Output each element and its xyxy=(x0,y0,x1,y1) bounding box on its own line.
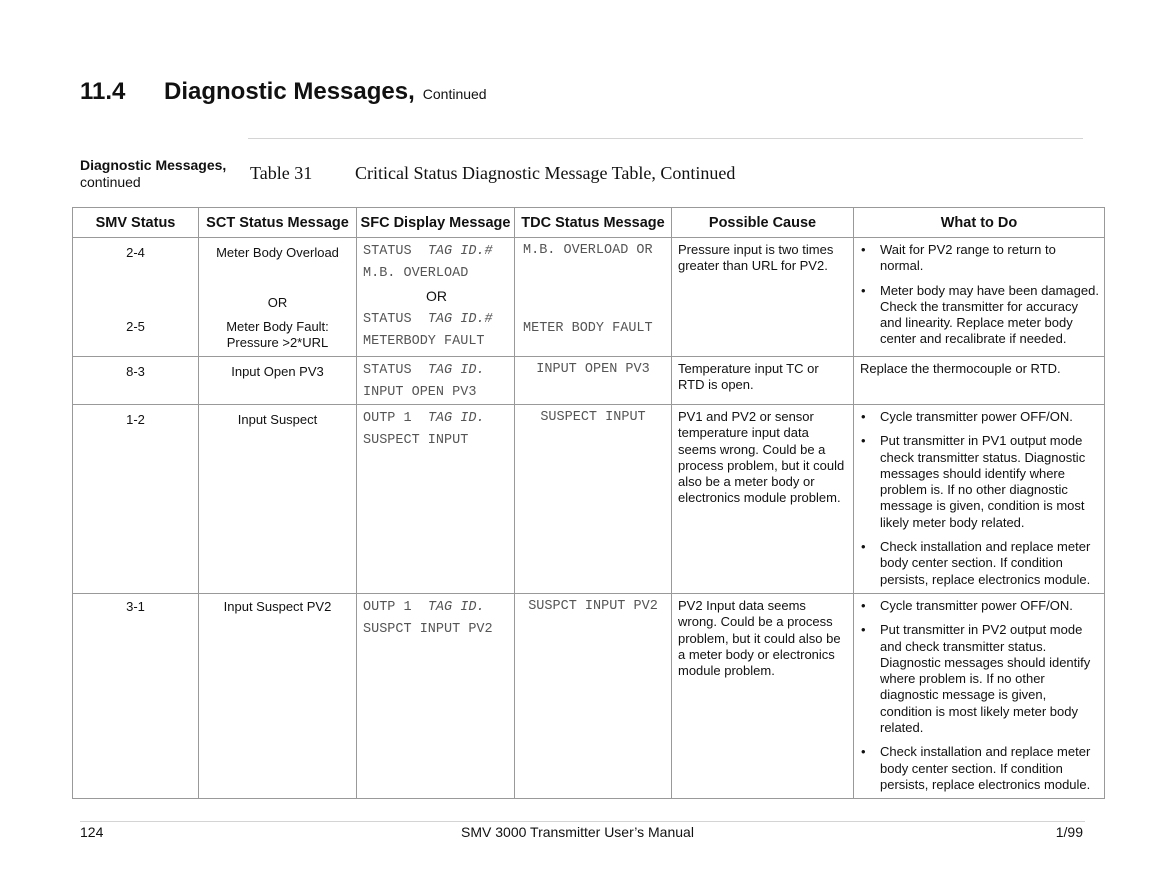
tdc-status-cell: INPUT OPEN PV3 xyxy=(515,357,672,405)
or-separator: OR xyxy=(267,295,288,310)
what-to-do-cell xyxy=(854,594,1105,799)
sfc-display-value: SUSPCT INPUT PV2 xyxy=(363,622,493,637)
todo-item: • Put transmitter in PV1 output mode check transmitter status. Diagnostic messages should identify where problem is. If no other diagnostic message is given, condition is most likely meter body related. xyxy=(856,433,1100,531)
tdc-status-value: METER BODY FAULT xyxy=(523,321,653,336)
table-row xyxy=(73,238,1105,357)
what-to-do-cell xyxy=(854,405,1105,594)
header-what-to-do: What to Do xyxy=(854,208,1105,238)
table-row xyxy=(73,405,1105,594)
sfc-display-value: SUSPECT INPUT xyxy=(363,433,469,448)
sfc-display-value: STATUS xyxy=(363,312,412,327)
top-rule xyxy=(248,138,1083,139)
sct-status-value: Meter Body Fault: xyxy=(226,319,329,334)
tdc-status-cell: SUSPECT INPUT xyxy=(515,405,672,594)
table-caption xyxy=(250,163,735,184)
possible-cause-cell: PV2 Input data seems wrong. Could be a process problem, but it could also be a meter body or electronics module problem. xyxy=(672,594,854,799)
sct-status-cell: Input Open PV3 xyxy=(199,357,357,405)
sfc-display-value: OUTP 1 xyxy=(363,600,412,615)
sfc-display-cell xyxy=(357,405,515,594)
publication-date: 1/99 xyxy=(1055,824,1083,840)
smv-status-cell: 1-2 xyxy=(73,405,199,594)
sfc-display-value: OUTP 1 xyxy=(363,411,412,426)
header-possible-cause: Possible Cause xyxy=(672,208,854,238)
sct-status-value: Meter Body Overload xyxy=(216,245,339,260)
smv-status-value: 2-5 xyxy=(126,319,145,334)
todo-item: • Meter body may have been damaged. Check the transmitter for accuracy and linearity. Replace meter body center and recalibrate if needed. xyxy=(856,283,1100,348)
sfc-display-cell xyxy=(357,238,515,357)
sfc-display-cell xyxy=(357,594,515,799)
header-smv-status: SMV Status xyxy=(73,208,199,238)
sct-status-cell: Input Suspect xyxy=(199,405,357,594)
section-continued: Continued xyxy=(422,86,487,102)
sfc-display-value: STATUS xyxy=(363,244,412,259)
sfc-tag-id: TAG ID. xyxy=(427,363,485,378)
margin-label-title: Diagnostic Messages, xyxy=(80,157,227,173)
sfc-display-value: METERBODY FAULT xyxy=(363,334,485,349)
header-tdc-status: TDC Status Message xyxy=(515,208,672,238)
todo-item: • Cycle transmitter power OFF/ON. xyxy=(856,598,1100,614)
sfc-tag-id: TAG ID. xyxy=(427,600,485,615)
what-to-do-cell xyxy=(854,238,1105,357)
section-title: Diagnostic Messages, xyxy=(164,78,415,105)
sfc-display-value: M.B. OVERLOAD xyxy=(363,266,469,281)
sct-status-cell: Input Suspect PV2 xyxy=(199,594,357,799)
section-heading xyxy=(80,78,487,106)
page-number: 124 xyxy=(80,824,104,840)
section-number: 11.4 xyxy=(80,78,126,105)
sfc-tag-id: TAG ID.# xyxy=(427,244,493,259)
todo-item: • Wait for PV2 range to return to normal. xyxy=(856,242,1100,275)
tdc-status-cell: SUSPCT INPUT PV2 xyxy=(515,594,672,799)
table-row xyxy=(73,594,1105,799)
possible-cause-cell: Temperature input TC or RTD is open. xyxy=(672,357,854,405)
todo-item: • Check installation and replace meter body center section. If condition persists, replace electronics module. xyxy=(856,539,1100,588)
tdc-status-value: M.B. OVERLOAD OR xyxy=(523,243,653,258)
or-separator: OR xyxy=(426,288,447,304)
sfc-tag-id: TAG ID.# xyxy=(427,312,493,327)
header-sfc-display: SFC Display Message xyxy=(357,208,515,238)
smv-status-cell xyxy=(73,238,199,357)
todo-item: • Put transmitter in PV2 output mode and check transmitter status. Diagnostic messages should identify where problem is. If no other diagnostic message is given, condition is most likely meter body related. xyxy=(856,622,1100,736)
tdc-status-cell xyxy=(515,238,672,357)
possible-cause-cell: PV1 and PV2 or sensor temperature input data seems wrong. Could be a process problem, but it could also be a meter body or electronics module problem. xyxy=(672,405,854,594)
todo-item: • Cycle transmitter power OFF/ON. xyxy=(856,409,1100,425)
possible-cause-cell: Pressure input is two times greater than URL for PV2. xyxy=(672,238,854,357)
smv-status-cell: 3-1 xyxy=(73,594,199,799)
table-title: Critical Status Diagnostic Message Table, Continued xyxy=(355,163,736,183)
smv-status-value: 2-4 xyxy=(126,245,145,260)
manual-title: SMV 3000 Transmitter User’s Manual xyxy=(461,824,694,840)
diagnostic-table xyxy=(72,207,1105,799)
smv-status-cell: 8-3 xyxy=(73,357,199,405)
sfc-display-cell xyxy=(357,357,515,405)
table-row xyxy=(73,357,1105,405)
margin-label xyxy=(80,157,226,191)
sfc-display-value: INPUT OPEN PV3 xyxy=(363,385,477,400)
sfc-tag-id: TAG ID. xyxy=(427,411,485,426)
what-to-do-cell: Replace the thermocouple or RTD. xyxy=(854,357,1105,405)
sct-status-value: Pressure >2*URL xyxy=(226,335,329,350)
footer-rule xyxy=(80,821,1085,822)
header-sct-status: SCT Status Message xyxy=(199,208,357,238)
sct-status-cell xyxy=(199,238,357,357)
sfc-display-value: STATUS xyxy=(363,363,412,378)
table-number: Table 31 xyxy=(250,163,313,183)
margin-label-continued: continued xyxy=(80,174,141,190)
table-header-row xyxy=(73,208,1105,238)
todo-item: • Check installation and replace meter body center section. If condition persists, replace electronics module. xyxy=(856,744,1100,793)
